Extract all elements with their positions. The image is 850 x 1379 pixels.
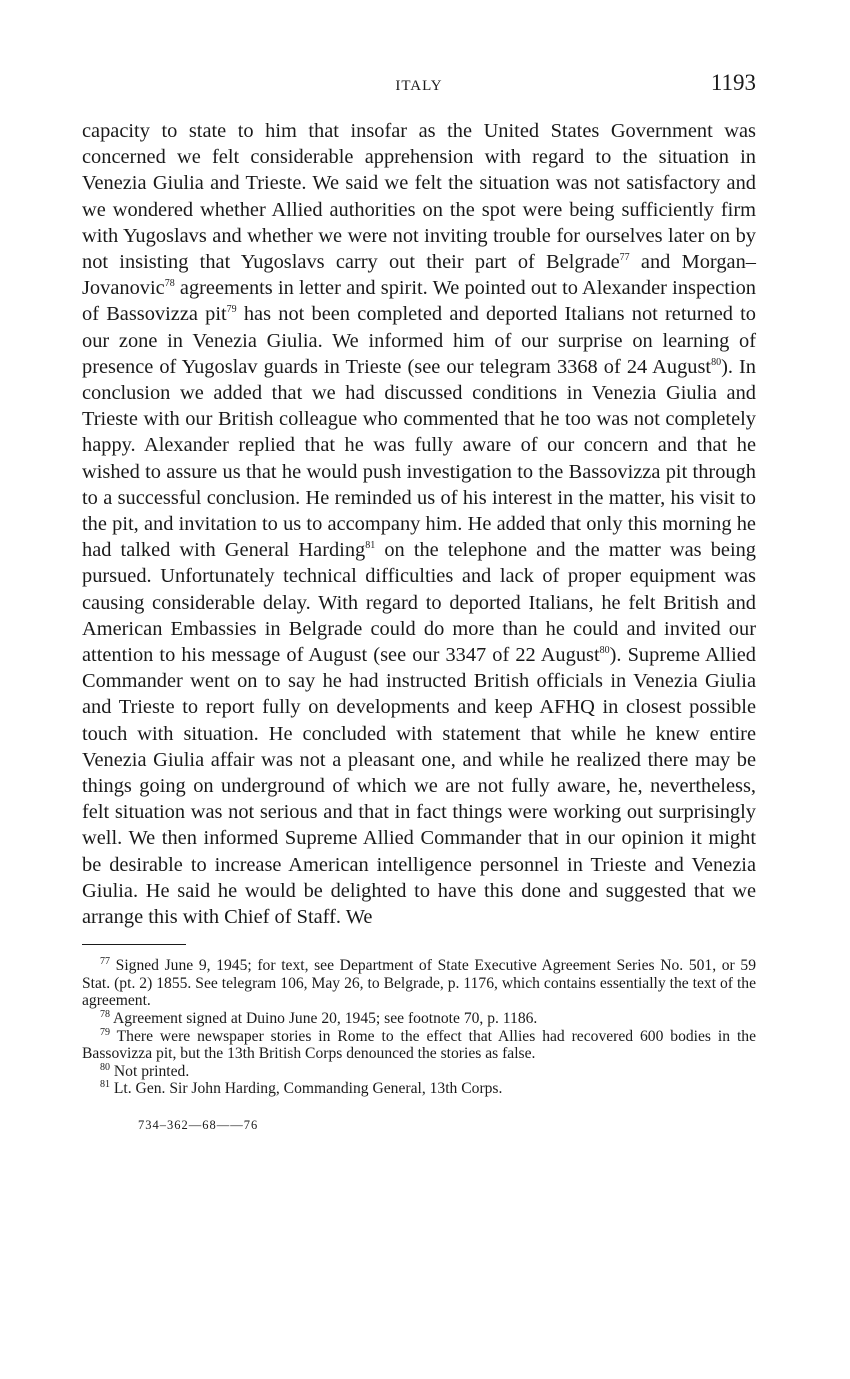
footnote-number: 81: [100, 1079, 110, 1091]
document-page: [82, 70, 756, 1133]
footnote-number: 80: [100, 1061, 110, 1073]
footnotes: [82, 957, 756, 1098]
body-paragraph: [82, 118, 756, 930]
footnote-reference: 80: [599, 645, 610, 657]
footnote-text: Agreement signed at Duino June 20, 1945; see footnote 70, p. 1186.: [110, 1010, 538, 1028]
footnote-text: Signed June 9, 1945; for text, see Department of State Executive Agreement Series No. 501, or 59 Stat. (pt. 2) 1855. See telegram 106, May 26, to Belgrade, p. 1176, which contains essentially the text of the agreement.: [82, 957, 756, 1010]
footnote-number: 77: [100, 956, 110, 968]
footnote-78: [82, 1010, 756, 1028]
running-title: ITALY: [395, 78, 443, 94]
footnote-80: [82, 1063, 756, 1081]
body-text-segment: and Morgan–Jovanovic: [82, 251, 756, 300]
footnote-81: [82, 1080, 756, 1098]
body-text-segment: ). In conclusion we added that we had discussed conditions in Venezia Giulia and Trieste with our British colleague who commented that he too was not completely happy. Alexander replied that he was fully aware of our concern and that he wished to assure us that he would push investigation to the Bassovizza pit through to a successful conclusion. He reminded us of his interest in the matter, his visit to the pit, and invitation to us to accompany him. He added that only this morning he had talked with General Harding: [82, 355, 757, 562]
footnote-reference: 81: [365, 540, 376, 552]
footnote-text: Not printed.: [110, 1062, 190, 1080]
body-text-segment: on the telephone and the matter was being pursued. Unfortunately technical difficulties and lack of proper equipment was causing considerable delay. With regard to deported Italians, he felt British and American Embassies in Belgrade could do more than he could and invited our attention to his message of August (see our 3347 of 22 August: [82, 539, 756, 667]
footnote-text: There were newspaper stories in Rome to the effect that Allies had recovered 600 bodies in the Bassovizza pit, but the 13th British Corps denounced the stories as false.: [82, 1027, 756, 1063]
footnote-reference: 78: [164, 278, 175, 290]
footnote-number: 78: [100, 1008, 110, 1020]
footnote-reference: 79: [226, 304, 237, 316]
footnote-reference: 80: [711, 357, 722, 369]
footnote-77: [82, 957, 756, 1010]
body-text-segment: capacity to state to him that insofar as the United States Government was concerned we felt considerable apprehension with regard to the situation in Venezia Giulia and Trieste. We said we felt the situation was not satisfactory and we wondered whether Allied authorities on the spot were being sufficiently firm with Yugoslavs and whether we were not inviting trouble for ourselves later on by not insisting that Yugoslavs carry out their part of Belgrade: [82, 120, 756, 274]
footnote-number: 79: [100, 1026, 110, 1038]
footnote-79: [82, 1028, 756, 1063]
footnote-divider: [82, 944, 186, 945]
body-text-segment: ). Supreme Allied Commander went on to say he had instructed British officials in Venezia Giulia and Trieste to report fully on developments and keep AFHQ in closest possible touch with situation. He concluded with statement that while he knew entire Venezia Giulia affair was not a pleasant one, and while he realized there may be things going on underground of which we are not fully aware, he, nevertheless, felt situation was not serious and that in fact things were working out surprisingly well. We then informed Supreme Allied Commander that in our opinion it might be desirable to increase American intelligence personnel in Trieste and Venezia Giulia. He said he would be delighted to have this done and suggested that we arrange this with Chief of Staff. We: [82, 644, 756, 929]
body-text-segment: agreements in letter and spirit. We pointed out to Alexander inspection of Bassovizza pit: [82, 277, 756, 326]
footnote-text: Lt. Gen. Sir John Harding, Commanding General, 13th Corps.: [110, 1080, 503, 1098]
body-text-segment: has not been completed and deported Italians not returned to our zone in Venezia Giulia. We informed him of our surprise on learning of presence of Yugoslav guards in Trieste (see our telegram 3368 of 24 August: [82, 303, 757, 378]
page-number: 1193: [710, 70, 756, 95]
page-header: [82, 70, 756, 104]
printer-imprint: 734–362—68——76: [138, 1118, 259, 1133]
footnote-reference: 77: [619, 252, 630, 264]
